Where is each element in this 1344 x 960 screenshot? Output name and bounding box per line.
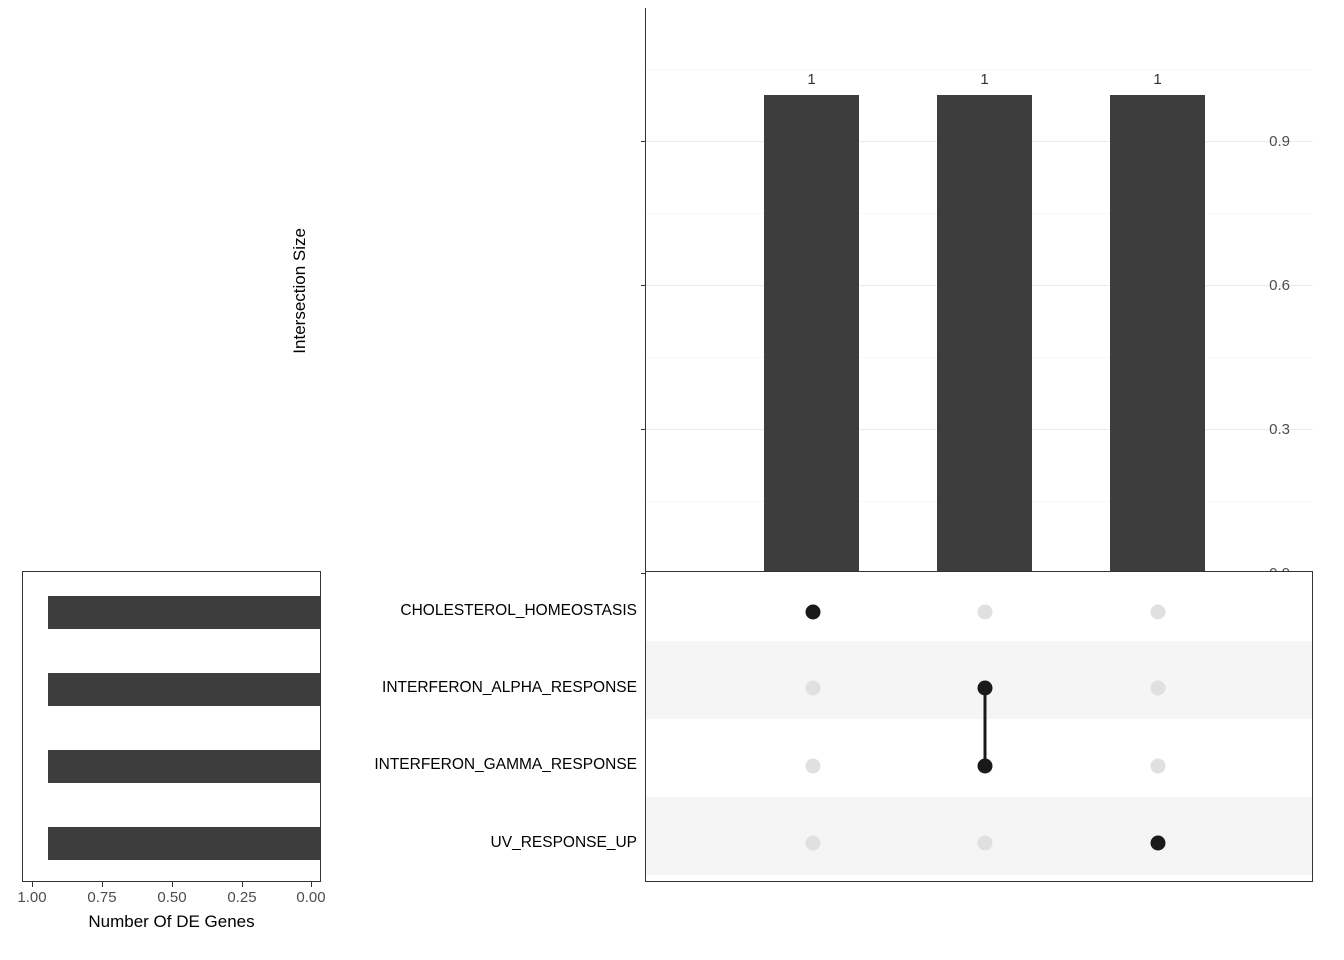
xtick-mark [242,882,243,887]
matrix-dot-off [806,759,821,774]
ytick-label: 0.9 [1269,133,1290,150]
intersection-matrix [645,571,1313,882]
matrix-connector [984,688,987,766]
set-label: INTERFERON_GAMMA_RESPONSE [374,756,637,773]
matrix-dot-on [806,605,821,620]
matrix-dot-off [1151,681,1166,696]
ytick-label: 0.6 [1269,277,1290,294]
matrix-dot-on [1151,836,1166,851]
matrix-dot-off [1151,605,1166,620]
intersection-bar-label: 1 [807,71,816,88]
xtick-label: 0.75 [87,889,117,906]
set-size-bar [48,596,320,629]
set-size-axis-title: Number Of DE Genes [88,912,255,931]
matrix-dot-on [978,681,993,696]
intersection-y-axis [645,8,1290,573]
set-size-bar [48,673,320,706]
xtick-mark [32,882,33,887]
set-label: INTERFERON_ALPHA_RESPONSE [382,679,637,696]
xtick-mark [311,882,312,887]
intersection-size-axis-title: Intersection Size [290,228,309,354]
set-label: CHOLESTEROL_HOMEOSTASIS [400,602,637,619]
set-size-x-axis [17,882,326,912]
matrix-dot-off [978,836,993,851]
xtick-label: 0.00 [296,889,326,906]
set-size-panel [22,571,321,882]
matrix-dot-on [978,759,993,774]
ytick-label: 0.3 [1269,421,1290,438]
matrix-row-stripe [646,797,1312,875]
set-size-bar [48,750,320,783]
xtick-mark [172,882,173,887]
xtick-mark [102,882,103,887]
set-label: UV_RESPONSE_UP [490,834,637,851]
intersection-size-panel [645,8,1313,573]
set-size-bar [48,827,320,860]
matrix-dot-off [806,681,821,696]
xtick-label: 1.00 [17,889,47,906]
matrix-dot-off [1151,759,1166,774]
matrix-dot-off [978,605,993,620]
xtick-label: 0.50 [157,889,187,906]
set-labels [300,571,637,882]
xtick-label: 0.25 [227,889,257,906]
matrix-dot-off [806,836,821,851]
intersection-bar-label: 1 [980,71,989,88]
intersection-bar-label: 1 [1153,71,1162,88]
matrix-row-stripe [646,641,1312,719]
